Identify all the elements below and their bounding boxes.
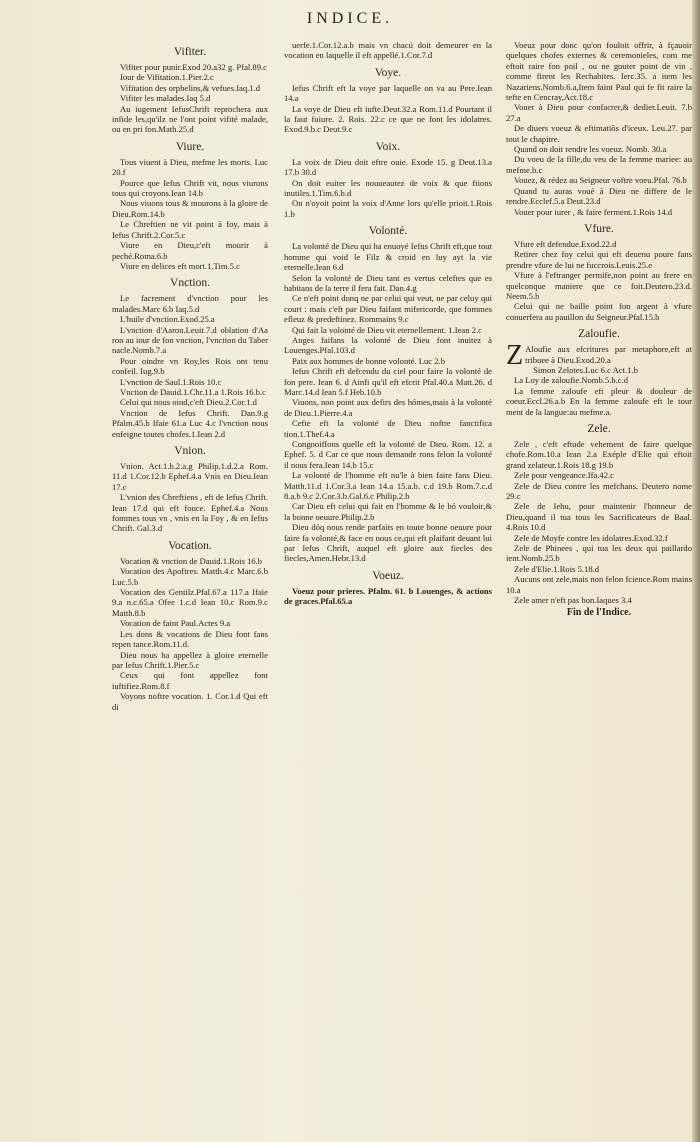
index-entry: Simon Zelotes.Luc 6.c Act.1.b: [533, 364, 638, 375]
page-header: INDICE.: [306, 10, 394, 27]
index-entry: Vouer pour iurer , & faire ferment.1.Rois 14.d: [514, 206, 673, 217]
index-entry: Dieu nous ha appellez à gloire eternelle par Iefus Chrift.1.Pier.5.c: [112, 649, 268, 670]
index-heading: Voye.: [374, 66, 402, 79]
index-entry: Iefus Chrift eft defcendu du ciel pour faire la volonté de fon pere. Iean 6. d Ainfi qu'il eft efcrit Pfal.40.a Matt.26. d Marc.14.d Iean 5.f Heb.10.b: [284, 366, 492, 397]
index-entry: Vouer à Dieu pour confacrer,& dedier.Leuit. 7.b 27.a: [506, 102, 692, 123]
index-entry: La voix de Dieu doit eftre ouie. Exode 15. g Deut.13.a 17.b 30.d: [284, 156, 492, 178]
index-entry-text: Aloufie aux efcritures par metaphore,eft at tribuee à Dieu.Exod.20.a: [525, 344, 692, 365]
index-entry: Quand on doit rendre les voeuz. Nomb. 30.a: [514, 144, 667, 155]
index-entry: Ce n'eft point donq ne par celui qui veut, ne par celuy qui court : mais c'eft par Dieu faifant mifericorde, que fommes efleuz & predeftinez. Rommains 9.c: [284, 293, 492, 325]
index-entry: Celui qui nous oind,c'eft Dieu.2.Cor.1.d: [120, 397, 257, 408]
index-heading: Volonté.: [368, 225, 408, 238]
drop-cap: Z: [506, 340, 524, 372]
index-entry: Ceux qui font appellez font iuftifiez.Rom.8.f: [112, 670, 268, 691]
index-entry: Cefte eft la volonté de Dieu noftre fanctifica tion.1.Thef.4.a: [284, 418, 492, 439]
index-entry: L'huile d'vnction.Exod.25.a: [120, 314, 215, 325]
index-entry: Vocation des Gentilz.Pfal.67.a 117.a Ifaie 9.a n.c.65.a Ofee 1.c.d Iean 10.c Rom.9.c Matth.8.b: [112, 587, 268, 618]
index-entry: L'vnion des Chreftiens , eft de Iefus Chrift. Iean 17.d qui eft fouce. Ephef.4.a Nous fommes tous vn , vnis en la Foy , & en Iefus Chrift. Gal.3.d: [112, 492, 268, 534]
index-entry: Vnction de Iefus Chrift. Dan.9.g Pfalm.45.b Ifaie 61.a Luc 4.c l'vnction nous enfeigne toutes chofes.1.Iean 2.d: [112, 407, 268, 439]
index-entry: Celui qui ne baille point fon argent à vfure conuerfera au pauillon du Seigneur.Pfal.15.b: [506, 301, 692, 322]
index-entry: La Loy de zaloufie.Nomb.5.b.c.d: [514, 375, 629, 386]
index-entry: De diuers voeuz & eftimatiõs d'iceux. Leu.27. par tout le chapitre.: [506, 123, 692, 144]
index-entry: Zele de Iehu, pour maintenir l'honneur de Dieu,quand il tua tous les Sacrificateurs de Baal. 4.Rois 10.d: [506, 501, 692, 533]
index-entry: L'vnction de Saul.1.Rois 10.c: [120, 376, 222, 387]
index-entry: Les dons & vocations de Dieu font fans repen tance.Rom.11.d.: [112, 628, 268, 650]
index-entry: Pource que Iefus Chrift vit, nous viurons tous qui croyons.Iean 14.b: [112, 177, 268, 199]
index-entry: Vocation des Apoftres. Matth.4.c Marc.6.b Luc.5.b: [112, 566, 268, 587]
index-entry: Vnion. Act.1.b.2.a.g Philip.1.d.2.a Rom. 11.d 1.Cor.12.b Ephef.4.a Vnis en Dieu.Iean 17.c: [112, 461, 268, 492]
index-entry: Paix aux hommes de bonne volonté. Luc 2.b: [292, 355, 445, 366]
index-entry: On doit euiter les nouueautez de voix & que ftions inutiles.1.Tim.6.b.d: [284, 177, 492, 199]
index-heading: Vnction.: [170, 277, 210, 290]
index-entry: Voeuz pour donc qu'on fouloit offrir, à fçauoir quelques chofes externes & ceremonieles, com me eftoit raire fon poil , ou ne gouter point de vin , comme firent les Rechabites. Ierc.35. a item les Nazariens.Nomb.6.a,Item faint Paul qui fe fit raire la tefte en Cencray,Act.18.c: [506, 40, 692, 103]
index-entry: Voeuz pour prieres. Pfalm. 61. b Louenges, & actions de graces.Pfal.65.a: [284, 585, 492, 607]
index-entry: La voye de Dieu eft iufte.Deut.32.a Rom.11.d Pourtant il la faut fuiure. 2. Rois. 22.c ce que ne font les idolatres. Exod.9.b.c Deut.9.c: [284, 103, 492, 135]
index-end-note: Fin de l'Indice.: [566, 606, 632, 618]
index-entry: Zele de Phinees , qui tua les deux qui paillardo ient.Nomb.25.b: [506, 543, 692, 564]
index-entry: Vocation & vnction de Dauid.1.Rois 16.b: [120, 555, 263, 566]
index-entry: Tous viuent à Dieu, mefme les morts. Luc 20.f: [112, 156, 268, 178]
index-entry: Selon la volonté de Dieu tant es vertus celeftes que es habitans de la terre il fera fait. Dan.4.g: [284, 272, 492, 293]
index-entry: Le Chreftien ne vit point à foy, mais à Iefus Chrift.2.Cor.5.c: [112, 219, 268, 240]
index-entry: Qui fait la volonté de Dieu vit eternellement. 1.Iean 2.c: [292, 324, 482, 335]
index-entry: La femme zaloufe eft pleur & douleur de coeur.Eccl.26.a.b En la femme zaloufe eft le tour ment de la langue:au mefme.a.: [506, 385, 692, 417]
index-entry: La volonté de Dieu qui ha enuoyé Iefus Chrift eft,que tout homme qui void le Filz & croid en luy ayt la vie eternelle.Iean 6.d: [284, 241, 492, 273]
index-entry: Retirer chez foy celui qui eft deuenu poure fans prendre vfure de lui ne fuccrois.Leuis.25.e: [506, 249, 692, 270]
index-heading: Vfure.: [584, 222, 614, 235]
index-entry: Viuons, non point aux defirs des hómes,mais à la volonté de Dieu.1.Pierre.4.a: [284, 397, 492, 418]
index-entry: Vifiter les malades.Iaq 5.d: [120, 93, 211, 104]
index-entry: Vfure eft defendue.Exod.22.d: [514, 238, 617, 249]
book-spine-edge: [692, 0, 700, 1142]
index-entry: Viure en Dieu,c'eft mourir à peché.Roma.6.b: [112, 240, 268, 261]
index-entry: Vouez, & rédez au Seigneur voftre voeu.Pfal. 76.b: [514, 175, 687, 186]
index-entry: Vfure à l'eftranger permife,non point au frere en quelconque maniere que ce foit.Deutero.23.d. Neem.5.b: [506, 270, 692, 301]
index-entry: Zele , c'eft eftude vehement de faire quelque chofe.Rom.10.a Iean 2.a Exéple d'Elie qui eftoit grand zelateur.1.Rois 18.g 19.b: [506, 439, 692, 470]
index-entry: Vifitation des orphelins,& vefues.Iaq.1.d: [120, 82, 261, 93]
index-entry: Iefus Chrift eft la voye par laquelle on va au Pere.Iean 14.a: [284, 82, 492, 104]
index-entry: Vocation de faint Paul.Actes 9.a: [120, 618, 231, 629]
index-entry: Pour oindre vn Roy,les Rois ont tenu confeil. Iug.9.b: [112, 355, 268, 377]
index-entry: Voyons noftre vocation. 1. Cor.1.d Qui eft di: [112, 691, 268, 712]
index-entry: Au iugement IefusChrift reprochera aux infide les,qu'ilz ne l'ont point vifité malade, ou en pri fon.Math.25.d: [112, 103, 268, 135]
index-entry: Du voeu de la fille,du veu de la femme mariee: au mefme.b.c: [506, 154, 692, 175]
index-column-2: [284, 40, 492, 607]
index-heading: Vocation.: [168, 539, 212, 552]
index-column-3: [506, 40, 692, 618]
index-heading: Voeuz.: [372, 569, 404, 582]
index-entry: Car Dieu eft celui qui fait en l'homme & le bó vouloir,& la bonne oeuure.Philip.2.b: [284, 501, 492, 522]
index-heading: Zele.: [587, 423, 611, 435]
index-entry: Nous viuons tous & mourons à la gloire de Dieu.Rom.14.b: [112, 198, 268, 219]
index-heading: Zaloufie.: [578, 328, 620, 341]
index-entry: Zele d'Elie.1.Rois 5.18.d: [514, 563, 600, 574]
index-column-1: [112, 40, 268, 712]
index-entry: Zele de Dieu contre les mefchans. Deutero nome 29.c: [506, 480, 692, 502]
index-heading: Viure.: [175, 140, 205, 153]
index-entry: Anges faifans la volonté de Dieu font inuitez à Louenges.Pfal.103.d: [284, 334, 492, 356]
index-entry: Vnction de Dauid.1.Chr.11.a 1.Rois 16.b.c: [120, 386, 266, 397]
index-heading: Vifiter.: [173, 46, 207, 58]
index-entry: uerfe.1.Cor.12.a.b mais vn chacú doit demeurer en la vocation en laquelle il eft appellé.1.Cor.7.d: [284, 40, 492, 61]
index-entry: Le facrement d'vnction pour les malades.Marc 6.b Iaq.5.d: [112, 293, 268, 314]
index-entry: L'vnction d'Aaron.Leuit.7.d oblation d'Aa ron au iour de fon vnction, l'vnction du Taber nacle.Nomb.7.a: [112, 324, 268, 356]
index-entry: Quand tu auras voué à Dieu ne differe de le rendre.Ecclef.5.a Deut.23.d: [506, 185, 692, 207]
index-heading: Vnion.: [174, 445, 206, 457]
index-entry: Viure en delices eft mort.1.Tim.5.c: [120, 260, 240, 271]
index-entry: Zele de Moyfe contre les idolatres.Exod.32.f: [514, 532, 668, 543]
index-entry: Iour de Vifitation.1.Pier.2.c: [120, 72, 214, 83]
index-entry: Congnoiffons quelle eft la volonté de Dieu. Rom. 12. a Ephef. 5. d Car ce que nous demande rons felon la volonté il nous fera.Iean 14.b 15.c: [284, 439, 492, 470]
index-entry: Dieu dóq nous rende parfaits en toute bonne oeuure pour faire fa volonté,& face en nous ce,qui eft plaifant deuant lui par Iefus Chrift, auquel eft gloire aux fiecles des fiecles,Amen.Hebr.13.d: [284, 522, 492, 564]
index-entry: La volonté de l'homme eft nu'le à bien faire fans Dieu. Matth.11.d 1.Cor.3.a Iean 14.a 15.a.b. c.d 19.b Rom.7.c.d 8.a.b 9.c 2.Cor.3.b.Gal.6.c Philip.2.b: [284, 470, 492, 502]
index-entry: On n'oyoit point la voix d'Anne lors qu'elle prioit.1.Rois 1.b: [284, 198, 492, 219]
index-entry: Vifiter pour punir.Exod 20.a32 g. Pfal.89.c: [120, 62, 267, 72]
index-entry: Aucuns ont zele,mais non felon fcience.Rom mains 10.a: [506, 574, 692, 595]
index-heading: Voix.: [375, 140, 401, 153]
index-entry: Zele pour vengeance.Ifa.42.c: [514, 470, 614, 481]
index-entry: Zele amer n'eft pas bon.Iaques 3.4: [514, 595, 632, 606]
